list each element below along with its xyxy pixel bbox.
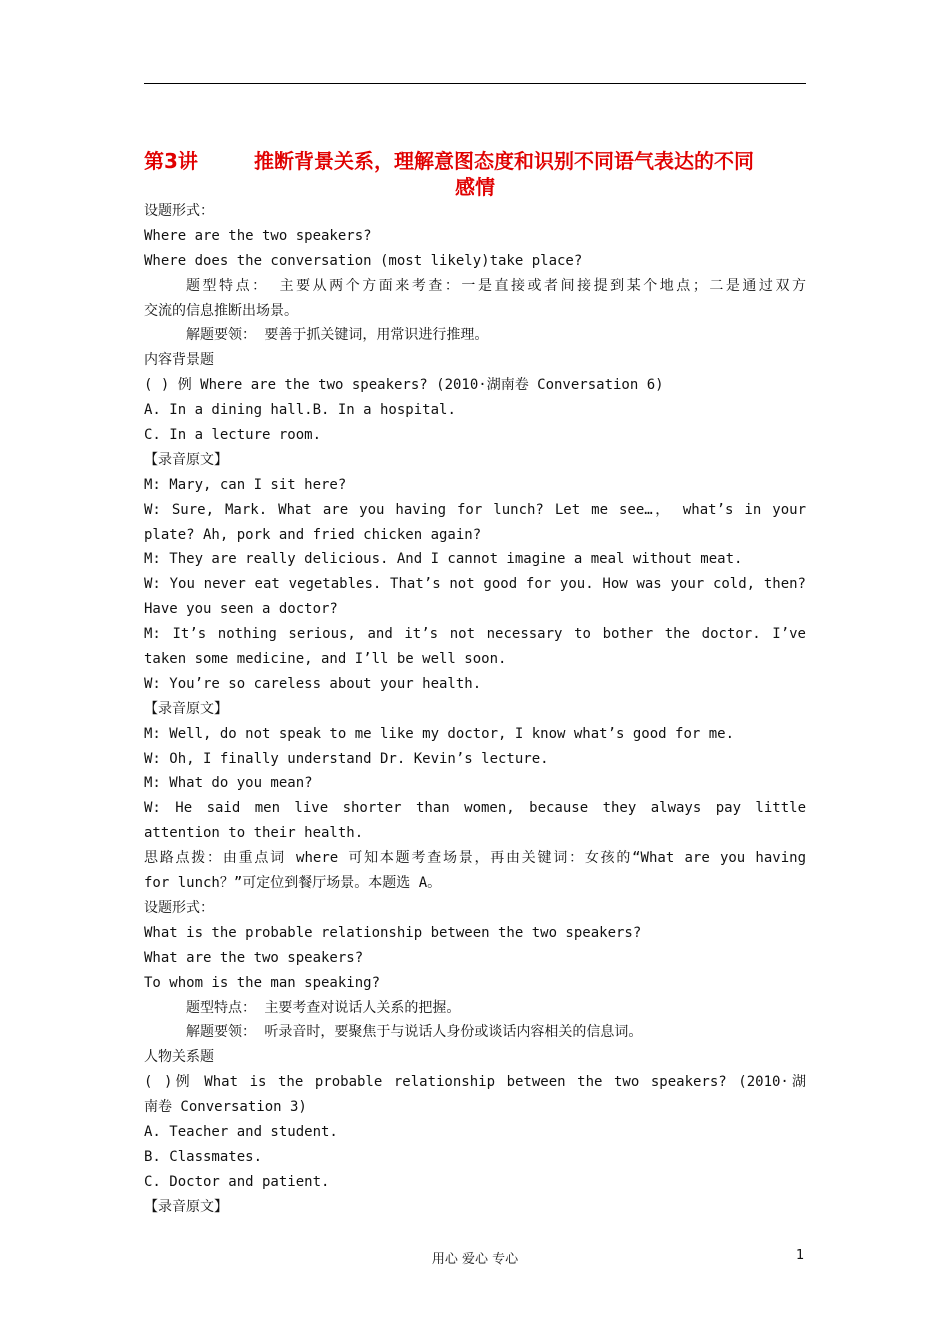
text-line: M: Well, do not speak to me like my doctor, I know what’s good for me. <box>144 725 735 742</box>
text-line: W: You never eat vegetables. That’s not good for you. How was your cold, then? <box>144 576 806 593</box>
text-line: 交流的信息推断出场景。 <box>144 302 298 319</box>
text-line: Where does the conversation (most likely)take place? <box>144 252 583 269</box>
text-line: Where are the two speakers? <box>144 227 372 244</box>
text-line: 设题形式： <box>144 899 214 916</box>
text-line: M: Mary, can I sit here? <box>144 476 347 493</box>
title-line-2: 感情 <box>455 175 495 199</box>
text-line: W: Sure, Mark. What are you having for lunch? Let me see…， what’s in your <box>144 501 806 518</box>
lecture-number: 第3讲 <box>144 149 198 173</box>
text-line <box>144 398 806 423</box>
text-line: W: You’re so careless about your health. <box>144 675 482 692</box>
text-line: What is the probable relationship between the two speakers? <box>144 924 642 941</box>
text-line: W: He said men live shorter than women, because they always pay little <box>144 800 806 817</box>
option-left: A. In a dining hall. <box>144 402 313 419</box>
text-line: 【录音原文】 <box>144 700 228 717</box>
text-line: 南卷 Conversation 3) <box>144 1099 307 1116</box>
text-line: What are the two speakers? <box>144 949 364 966</box>
text-line: plate? Ah, pork and fried chicken again? <box>144 526 482 543</box>
text-line: 解题要领： 要善于抓关键词，用常识进行推理。 <box>186 327 489 344</box>
text-line: B. Classmates. <box>144 1148 263 1165</box>
text-line: M: What do you mean? <box>144 775 313 792</box>
text-line: To whom is the man speaking? <box>144 974 381 991</box>
text-line: 【录音原文】 <box>144 451 228 468</box>
option-right: B. In a hospital. <box>312 402 456 419</box>
document-body <box>144 199 806 1220</box>
header-rule <box>144 83 806 84</box>
page-number: 1 <box>796 1248 805 1263</box>
text-line: 题型特点： 主要从两个方面来考查：一是直接或者间接提到某个地点；二是通过双方 <box>186 277 806 294</box>
text-line: taken some medicine, and I’ll be well soon. <box>144 651 507 668</box>
text-line: 题型特点： 主要考查对说话人关系的把握。 <box>186 999 461 1016</box>
text-line: A. Teacher and student. <box>144 1123 338 1140</box>
title-line-1: 推断背景关系，理解意图态度和识别不同语气表达的不同 <box>254 149 754 173</box>
text-line: 内容背景题 <box>144 352 214 369</box>
text-line: Have you seen a doctor? <box>144 601 338 618</box>
text-line: 人物关系题 <box>144 1049 214 1066</box>
text-line: C. In a lecture room. <box>144 427 322 444</box>
text-line: M: They are really delicious. And I cannot imagine a meal without meat. <box>144 551 743 568</box>
footer-motto: 用心 爱心 专心 <box>431 1252 519 1267</box>
text-line: M: It’s nothing serious, and it’s not necessary to bother the doctor. I’ve <box>144 626 806 643</box>
text-line: W: Oh, I finally understand Dr. Kevin’s lecture. <box>144 750 549 767</box>
text-line: 解题要领： 听录音时，要聚焦于与说话人身份或谈话内容相关的信息词。 <box>186 1024 643 1041</box>
text-line: ( ) 例 Where are the two speakers? (2010·湖南卷 Conversation 6) <box>144 377 664 394</box>
text-line: C. Doctor and patient. <box>144 1173 330 1190</box>
text-line: 【录音原文】 <box>144 1198 228 1215</box>
text-line: ( )例 What is the probable relationship between the two speakers? (2010·湖 <box>144 1074 806 1091</box>
text-line: 思路点拨：由重点词 where 可知本题考查场景，再由关键词：女孩的“What are you having <box>144 850 806 867</box>
text-line: 设题形式： <box>144 203 214 219</box>
text-line: attention to their health. <box>144 825 364 842</box>
text-line: for lunch？”可定位到餐厅场景。本题选 A。 <box>144 875 442 892</box>
